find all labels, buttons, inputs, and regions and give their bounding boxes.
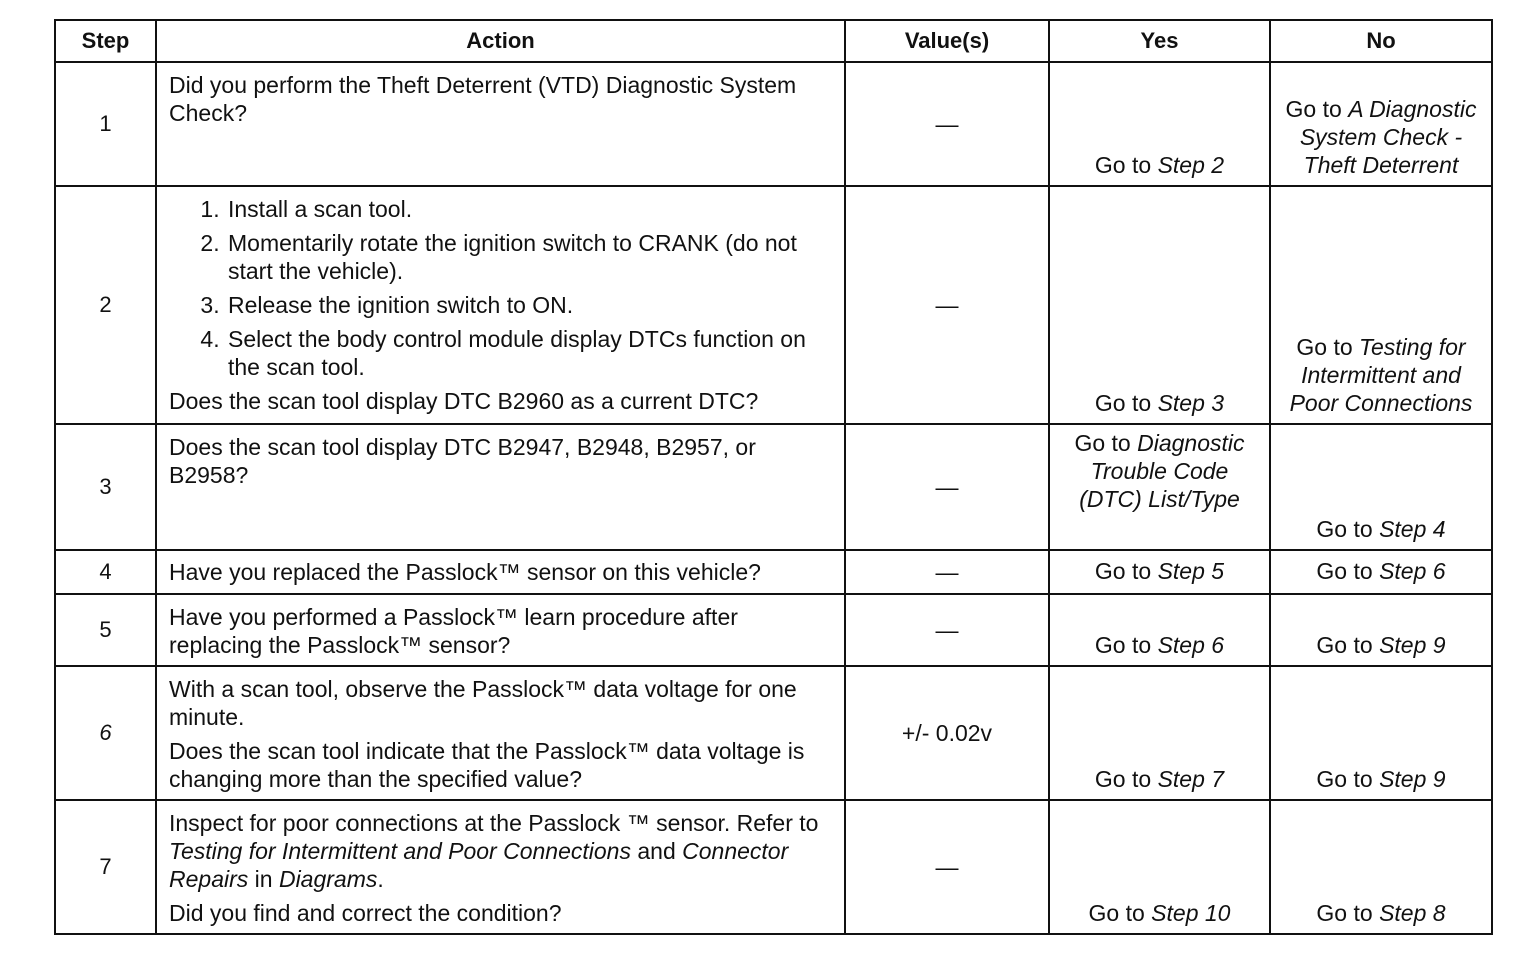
action-question: Does the scan tool display DTC B2960 as a current DTC? (169, 388, 759, 414)
goto-label: Go to (1094, 390, 1152, 416)
step-number: 3 (55, 424, 156, 550)
instruction-text: . (377, 866, 384, 892)
step-number: 7 (55, 800, 156, 934)
instruction-text: and (637, 838, 676, 864)
action-cell (156, 550, 845, 594)
step-number: 1 (55, 62, 156, 186)
goto-label: Go to (1316, 558, 1373, 584)
value-cell: — (845, 62, 1049, 186)
no-cell (1270, 424, 1492, 550)
yes-target: Step 2 (1157, 152, 1225, 178)
action-cell (156, 62, 845, 186)
header-values: Value(s) (845, 20, 1049, 62)
yes-target: Step 5 (1157, 558, 1225, 584)
action-question: Does the scan tool indicate that the Passlock™ data voltage is changing more than the specified value? (169, 738, 805, 792)
yes-target: Step 6 (1157, 632, 1225, 658)
no-target: Step 8 (1379, 900, 1446, 926)
action-instruction: With a scan tool, observe the Passlock™ data voltage for one minute. (169, 676, 797, 730)
value-cell: — (845, 186, 1049, 424)
value-cell: — (845, 594, 1049, 666)
action-question: Have you performed a Passlock™ learn procedure after replacing the Passlock™ sensor? (169, 604, 738, 658)
no-target: Step 9 (1379, 766, 1446, 792)
goto-label: Go to (1094, 558, 1152, 584)
substep-list (169, 195, 834, 381)
reference-link: Testing for Intermittent and Poor Connections (169, 838, 631, 864)
no-cell (1270, 550, 1492, 594)
instruction-text: in (254, 866, 273, 892)
step-number: 4 (55, 550, 156, 594)
yes-target: Step 10 (1151, 900, 1231, 926)
action-cell (156, 186, 845, 424)
action-cell (156, 800, 845, 934)
yes-cell (1049, 550, 1270, 594)
goto-label: Go to (1285, 96, 1342, 122)
table-row (55, 186, 1492, 424)
table-row (55, 594, 1492, 666)
table-row (55, 800, 1492, 934)
header-yes: Yes (1049, 20, 1270, 62)
action-question: Did you perform the Theft Deterrent (VTD) Diagnostic System Check? (169, 72, 797, 126)
no-target: Step 6 (1379, 558, 1446, 584)
reference-link: Diagrams (278, 866, 378, 892)
action-instruction (169, 809, 834, 893)
goto-label: Go to (1316, 516, 1373, 542)
yes-cell (1049, 666, 1270, 800)
no-cell (1270, 186, 1492, 424)
step-number: 6 (55, 666, 156, 800)
table-row (55, 666, 1492, 800)
no-cell (1270, 62, 1492, 186)
yes-cell (1049, 800, 1270, 934)
diagnostic-table (54, 19, 1493, 935)
step-number: 2 (55, 186, 156, 424)
goto-label: Go to (1074, 430, 1131, 456)
no-cell (1270, 666, 1492, 800)
reference-link: Connector Repairs (169, 838, 789, 892)
yes-cell (1049, 594, 1270, 666)
goto-label: Go to (1316, 632, 1373, 658)
header-step: Step (55, 20, 156, 62)
action-cell (156, 666, 845, 800)
action-cell (156, 594, 845, 666)
goto-label: Go to (1088, 900, 1145, 926)
value-cell: — (845, 550, 1049, 594)
substep-item: 3. Release the ignition switch to ON. (226, 291, 834, 319)
header-row (55, 20, 1492, 62)
table-row (55, 424, 1492, 550)
instruction-text: Inspect for poor connections at the Passlock ™ sensor. Refer to (169, 810, 819, 836)
value-cell: — (845, 424, 1049, 550)
no-target: Step 4 (1379, 516, 1446, 542)
yes-target: Step 7 (1157, 766, 1225, 792)
goto-label: Go to (1094, 632, 1152, 658)
yes-cell (1049, 186, 1270, 424)
header-no: No (1270, 20, 1492, 62)
yes-target: Diagnostic Trouble Code (DTC) List/Type (1079, 430, 1245, 512)
table-row (55, 550, 1492, 594)
no-cell (1270, 800, 1492, 934)
substep-item: 1. Install a scan tool. (226, 195, 834, 223)
value-cell: +/- 0.02v (845, 666, 1049, 800)
value-cell: — (845, 800, 1049, 934)
action-question: Have you replaced the Passlock™ sensor on this vehicle? (169, 559, 761, 585)
table-row (55, 62, 1492, 186)
no-cell (1270, 594, 1492, 666)
goto-label: Go to (1094, 152, 1152, 178)
action-cell (156, 424, 845, 550)
goto-label: Go to (1296, 334, 1353, 360)
substep-item: 4. Select the body control module display DTCs function on the scan tool. (226, 325, 834, 381)
step-number: 5 (55, 594, 156, 666)
action-question: Does the scan tool display DTC B2947, B2948, B2957, or B2958? (169, 434, 756, 488)
goto-label: Go to (1316, 766, 1373, 792)
substep-item: 2. Momentarily rotate the ignition switch to CRANK (do not start the vehicle). (226, 229, 834, 285)
action-question: Did you find and correct the condition? (169, 900, 562, 926)
goto-label: Go to (1094, 766, 1152, 792)
header-action: Action (156, 20, 845, 62)
no-target: Step 9 (1379, 632, 1446, 658)
yes-cell (1049, 424, 1270, 550)
yes-cell (1049, 62, 1270, 186)
no-target: A Diagnostic System Check - Theft Deterrent (1299, 96, 1477, 178)
goto-label: Go to (1316, 900, 1373, 926)
no-target: Testing for Intermittent and Poor Connections (1289, 334, 1473, 416)
yes-target: Step 3 (1157, 390, 1225, 416)
